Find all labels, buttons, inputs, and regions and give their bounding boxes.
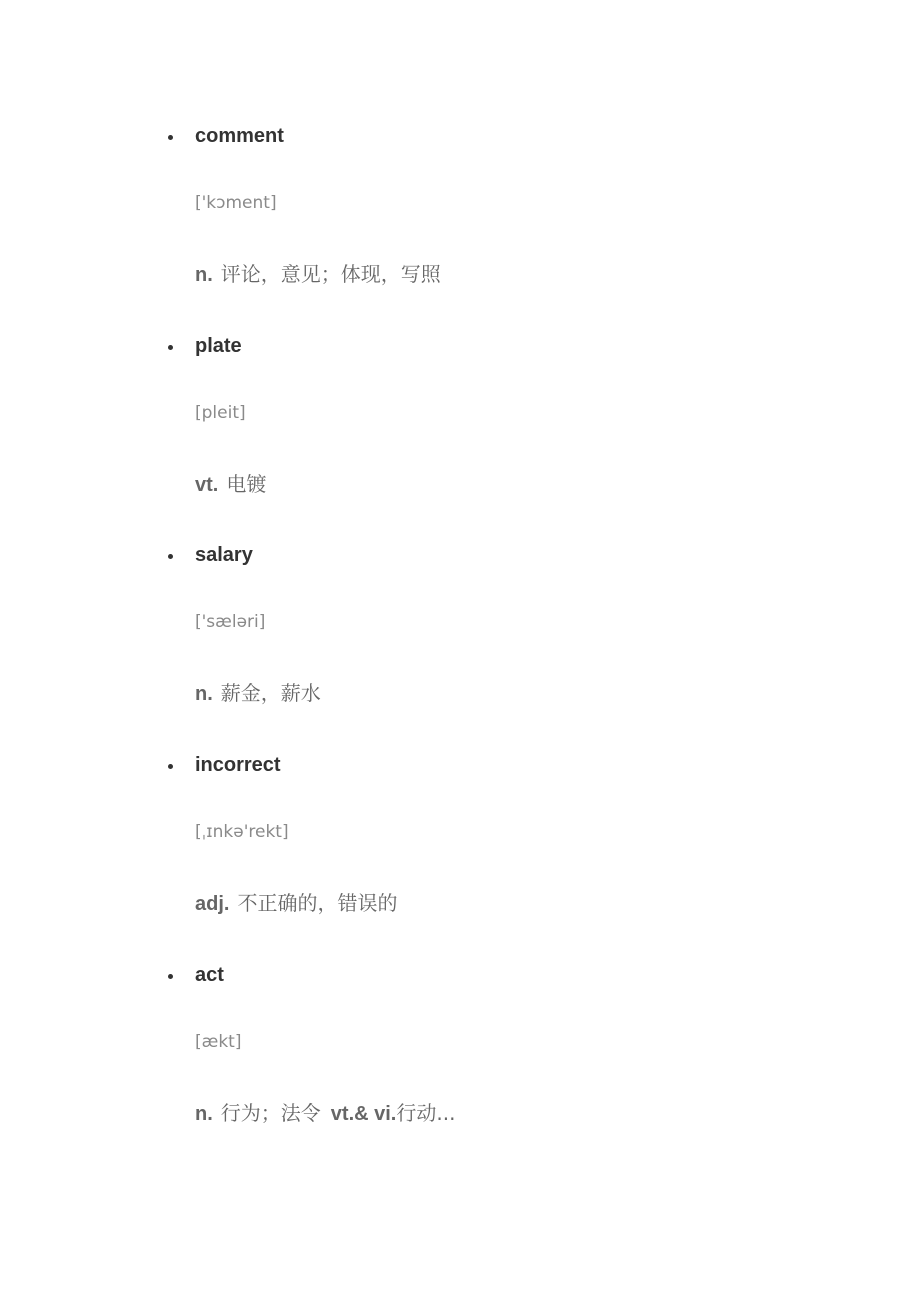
word-definition [195,1100,455,1127]
bullet-icon [168,554,173,559]
list-item [0,123,920,333]
word-meaning: 不正确的，错误的 [237,891,398,915]
part-of-speech-secondary: vt.& vi. [330,1103,397,1125]
part-of-speech: vt. [195,474,219,496]
bullet-icon [168,764,173,769]
word-headword: plate [195,335,242,357]
word-headword: comment [195,125,284,147]
bullet-icon [168,135,173,140]
word-meaning: 薪金，薪水 [220,681,321,705]
word-meaning: 行为；法令 [220,1101,321,1125]
word-headword: incorrect [195,754,281,776]
list-item [0,542,920,752]
word-phonetic: [ˌɪnkə'rekt] [195,822,289,842]
bullet-icon [168,974,173,979]
part-of-speech: n. [195,683,213,705]
word-phonetic: ['kɔment] [195,193,277,213]
word-definition [195,680,321,707]
list-item [0,962,920,1172]
word-meaning: 电镀 [226,472,267,496]
list-item [0,333,920,543]
word-meaning: 评论，意见；体现，写照 [220,262,441,286]
word-headword: act [195,964,224,986]
word-definition [195,890,397,917]
word-headword: salary [195,544,253,566]
word-phonetic: ['sæləri] [195,612,266,632]
bullet-icon [168,345,173,350]
word-meaning-secondary: 行动... [396,1101,456,1125]
word-definition [195,471,266,498]
part-of-speech: n. [195,1103,213,1125]
word-phonetic: [ækt] [195,1032,242,1052]
part-of-speech: n. [195,264,213,286]
word-phonetic: [pleit] [195,403,246,423]
part-of-speech: adj. [195,893,230,915]
word-definition [195,261,441,288]
list-item [0,752,920,962]
